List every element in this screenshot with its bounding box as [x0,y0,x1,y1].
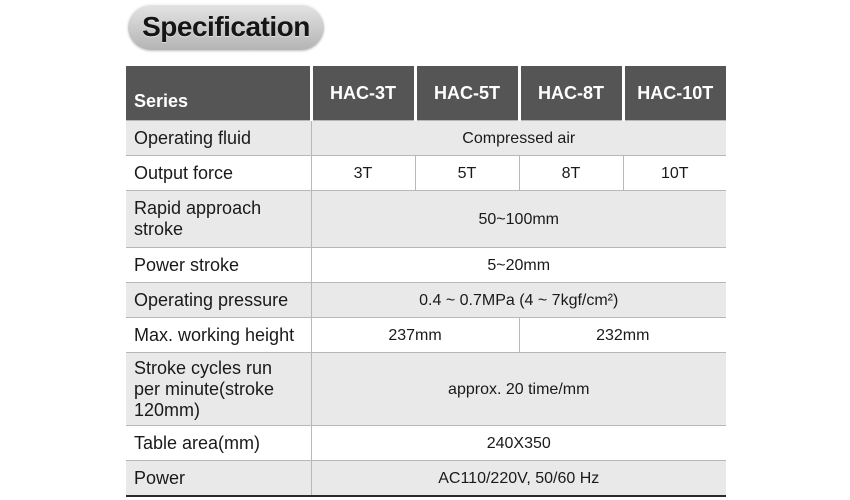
row-value: 5~20mm [311,248,726,283]
row-label: Operating fluid [126,121,311,156]
row-value: 240X350 [311,426,726,461]
row-label: Power stroke [126,248,311,283]
row-label: Output force [126,156,311,191]
row-value-hac-5t: 5T [415,156,519,191]
table-row-operating-fluid [126,121,726,156]
row-label [126,191,311,248]
table-header-row [126,66,726,121]
row-value-hac-8t-10t: 232mm [519,318,726,353]
table-row-operating-pressure [126,283,726,318]
page-title: Specification [142,11,310,42]
row-value: AC110/220V, 50/60 Hz [311,461,726,497]
row-value-hac-10t: 10T [623,156,726,191]
row-label: Operating pressure [126,283,311,318]
row-label: Table area(mm) [126,426,311,461]
specification-table [126,66,726,497]
table-row-power-stroke [126,248,726,283]
model-header-hac-10t: HAC-10T [623,66,726,121]
row-label-line: stroke [134,219,184,239]
model-header-hac-5t: HAC-5T [415,66,519,121]
row-label: Power [126,461,311,497]
row-value-hac-3t: 3T [311,156,415,191]
table-row-power [126,461,726,497]
table-row-stroke-cycles [126,353,726,426]
table-row-rapid-approach-stroke [126,191,726,248]
row-value: 50~100mm [311,191,726,248]
row-value-hac-8t: 8T [519,156,623,191]
table-row-output-force [126,156,726,191]
table-row-table-area [126,426,726,461]
series-header: Series [126,66,311,121]
row-label-line: per minute(stroke [134,378,275,399]
row-label-line: 120mm) [134,399,201,420]
row-value: Compressed air [311,121,726,156]
specification-title-badge [128,4,324,50]
model-header-hac-8t: HAC-8T [519,66,623,121]
row-value: approx. 20 time/mm [311,353,726,426]
row-label [126,353,311,426]
row-label-line: Stroke cycles run [134,357,273,378]
model-header-hac-3t: HAC-3T [311,66,415,121]
row-label: Max. working height [126,318,311,353]
row-value-hac-3t-5t: 237mm [311,318,519,353]
row-label-line: Rapid approach [134,198,262,218]
table-row-max-working-height [126,318,726,353]
row-value: 0.4 ~ 0.7MPa (4 ~ 7kgf/cm²) [311,283,726,318]
